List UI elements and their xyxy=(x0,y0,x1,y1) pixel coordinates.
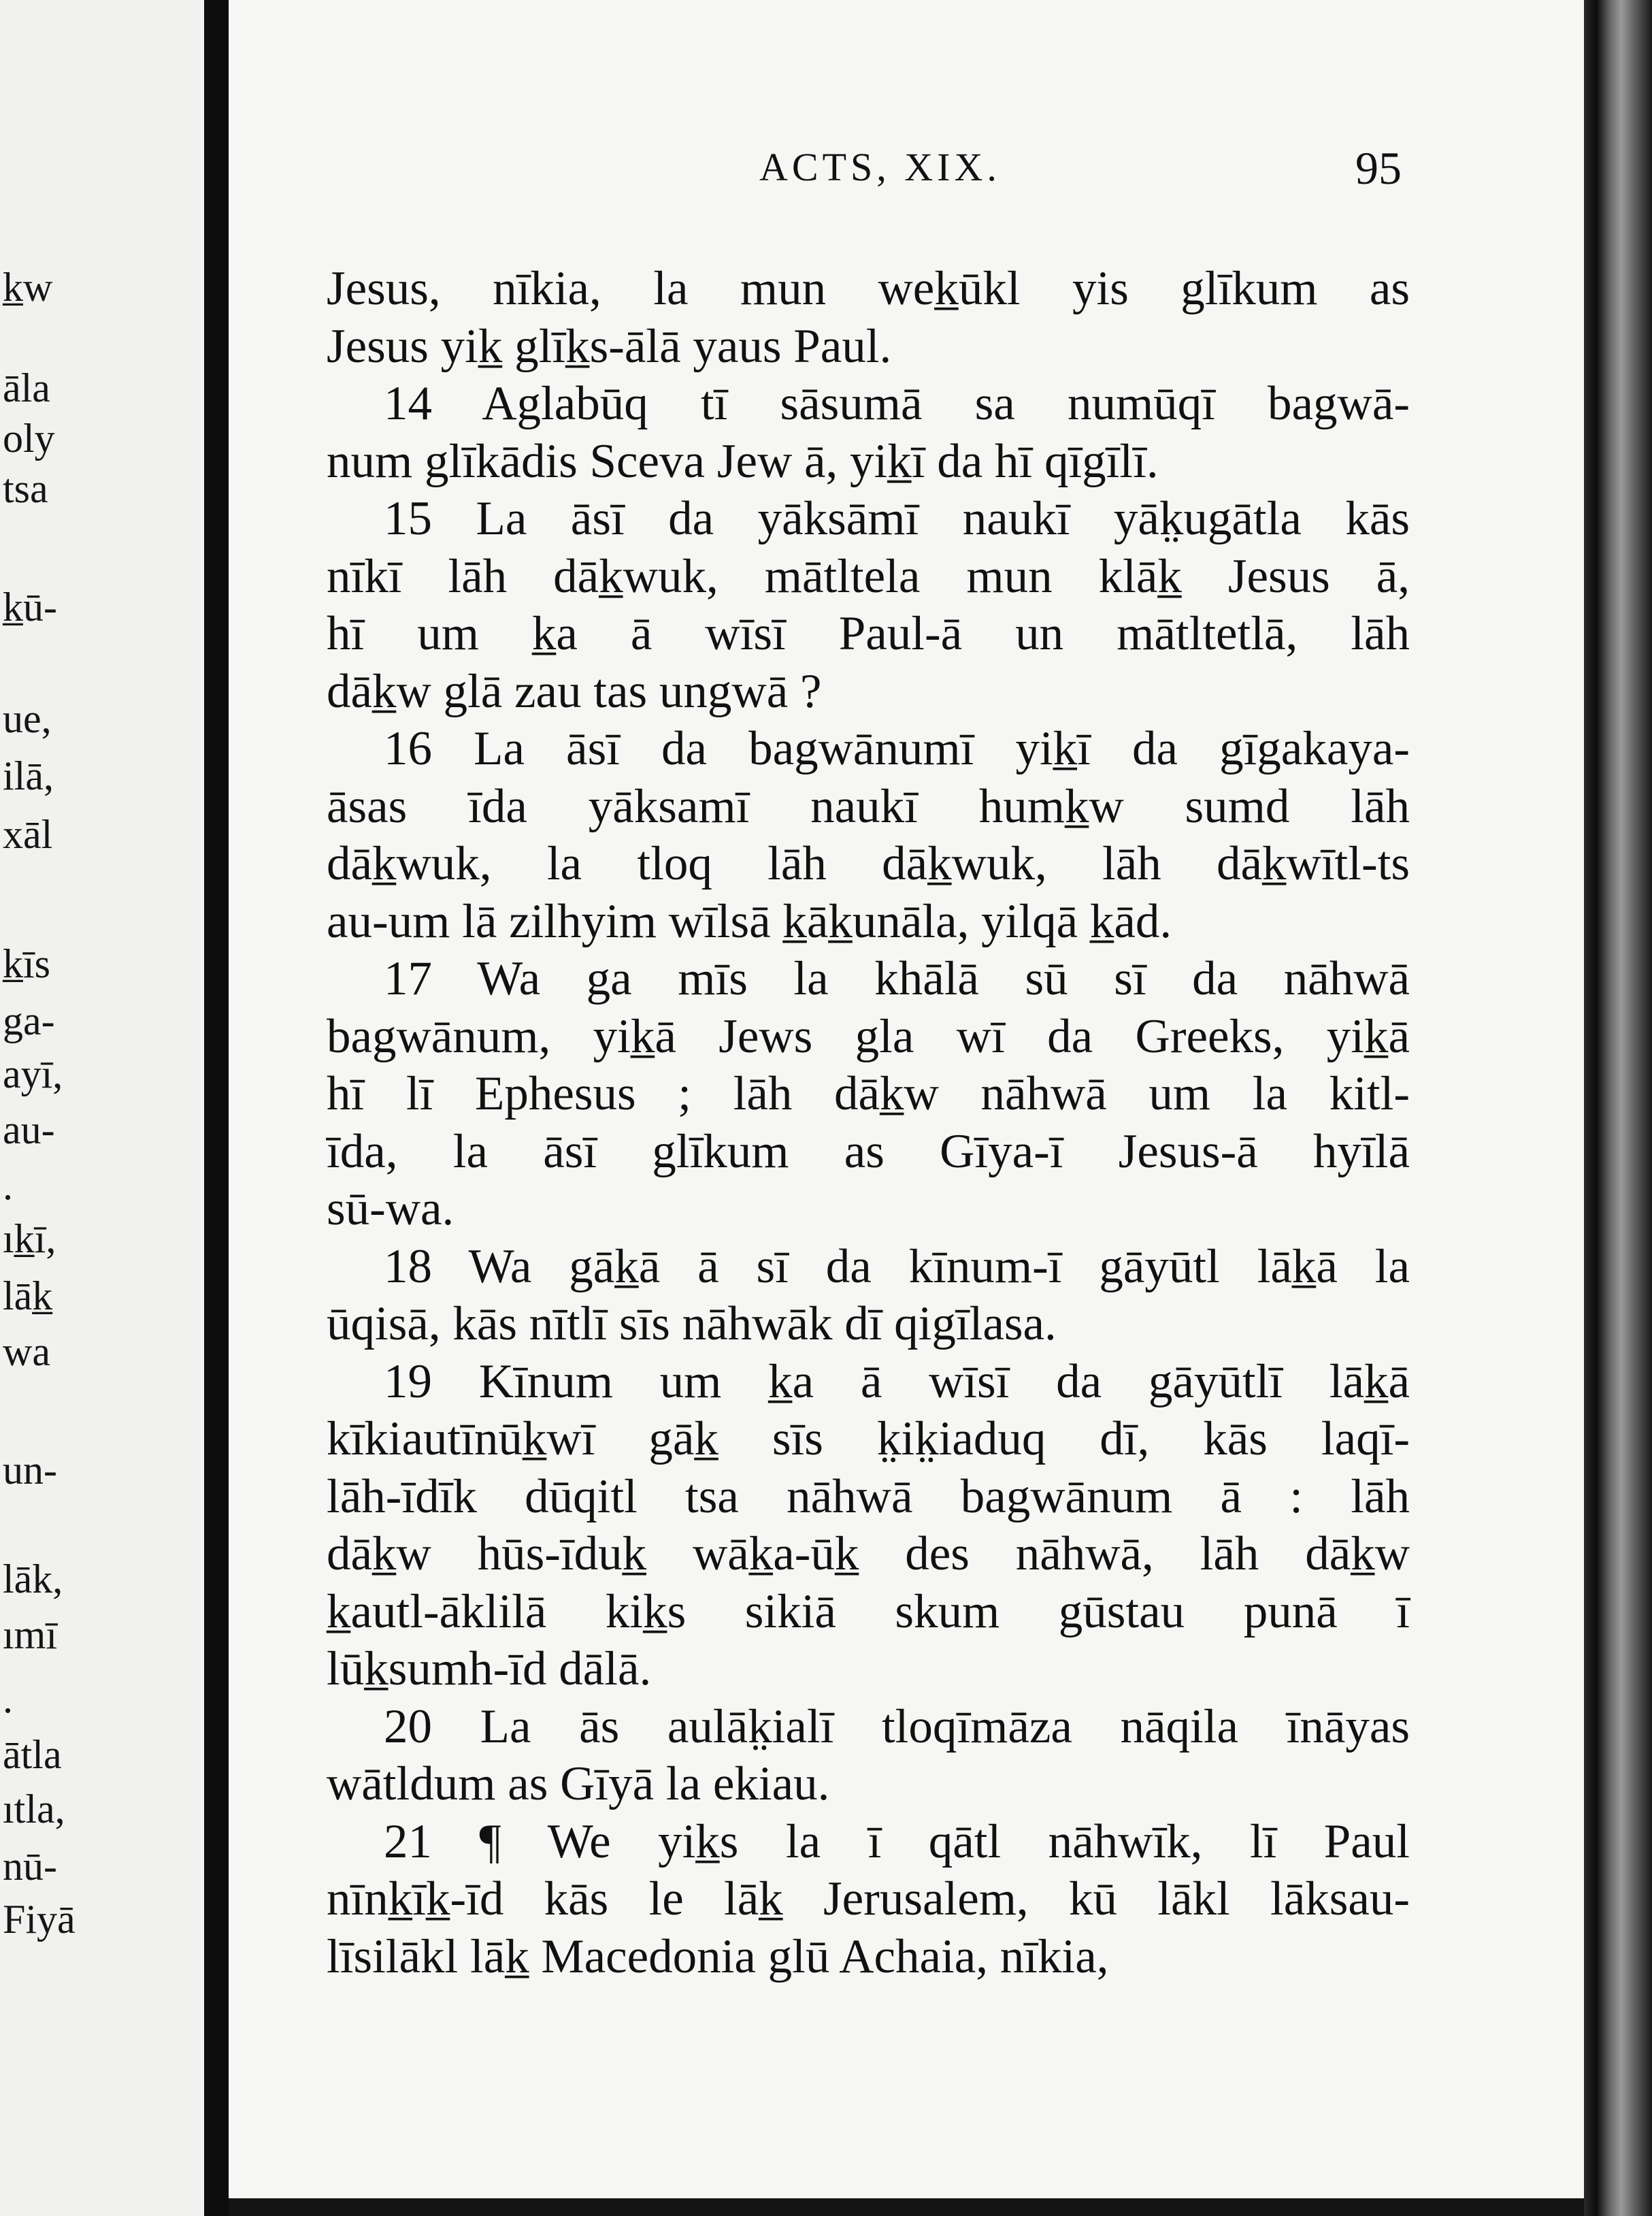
text-line: kīkiautīnūk̲wī gāk̲ sīs k̤ik̤iaduq dī, kās laqī- xyxy=(327,1412,1410,1465)
left-page-fragment: k̲ū- xyxy=(3,585,57,630)
text-line: dāk̲wuk, la tloq lāh dāk̲wuk, lāh dāk̲wītl-ts xyxy=(327,837,1410,890)
text-line: 21 ¶ We yik̲s la ī qātl nāhwīk, lī Paul xyxy=(384,1814,1410,1868)
left-page-fragment: k̲īs xyxy=(3,941,51,986)
text-line: nīnk̲īk̲-īd kās le lāk̲ Jerusalem, kū lākl lāksau- xyxy=(327,1872,1410,1925)
text-line: lāh-īdīk dūqitl tsa nāhwā bagwānum ā : lāh xyxy=(327,1469,1410,1523)
text-line: lūk̲sumh-īd dālā. xyxy=(327,1642,652,1695)
left-page-fragment: xāl xyxy=(3,812,53,857)
left-page-fragment: tsa xyxy=(3,466,48,511)
left-page-fragment: ık̲ī, xyxy=(3,1216,56,1261)
left-page-fragment: oly xyxy=(3,416,55,461)
text-line: 18 Wa gāk̲ā ā sī da kīnum-ī gāyūtl lāk̲ā la xyxy=(384,1239,1410,1293)
left-page-fragment: k̲w xyxy=(3,265,53,310)
left-page-fragment: . xyxy=(3,1676,13,1721)
text-line: sū-wa. xyxy=(327,1182,455,1235)
left-page-fragment: . xyxy=(3,1163,13,1208)
text-line: Jesus yik̲ glīk̲s-ālā yaus Paul. xyxy=(327,319,892,373)
text-line: līsilākl lāk̲ Macedonia glū Achaia, nīkia, xyxy=(327,1929,1109,1983)
verse-paragraph xyxy=(327,1238,1410,1353)
left-page-fragment: āla xyxy=(3,365,50,410)
left-page-fragment: Fiyā xyxy=(3,1897,76,1942)
left-page-fragment: wa xyxy=(3,1329,50,1374)
text-line: k̲autl-āklilā kik̲s sikiā skum gūstau punā ī xyxy=(327,1584,1410,1638)
left-page-fragment: ımī xyxy=(3,1612,58,1657)
text-line: 15 La āsī da yāksāmī naukī yāk̤ugātla kās xyxy=(384,492,1410,545)
text-line: 14 Aglabūq tī sāsumā sa numūqī bagwā- xyxy=(384,377,1410,430)
verse-paragraph xyxy=(327,1813,1410,1986)
text-line: dāk̲w glā zau tas ungwā ? xyxy=(327,664,822,718)
left-page-fragment: ıtla, xyxy=(3,1787,65,1831)
left-page-fragment: au- xyxy=(3,1107,55,1152)
text-line: 16 La āsī da bagwānumī yik̲ī da gīgakaya- xyxy=(384,722,1410,775)
verse-paragraph xyxy=(327,720,1410,950)
bottom-shadow xyxy=(229,2198,1584,2216)
text-line: Jesus, nīkia, la mun wek̲ūkl yis glīkum as xyxy=(327,262,1410,315)
running-head: ACTS, XIX. xyxy=(759,145,1001,189)
verse-paragraph xyxy=(327,1353,1410,1698)
text-line: īda, la āsī glīkum as Gīya-ī Jesus-ā hyīlā xyxy=(327,1124,1410,1178)
text-line: 19 Kīnum um k̲a ā wīsī da gāyūtlī lāk̲ā xyxy=(384,1354,1410,1408)
left-page-fragment: ue, xyxy=(3,696,52,741)
text-line: āsas īda yāksamī naukī humk̲w sumd lāh xyxy=(327,779,1410,833)
text-line: au-um lā zilhyim wīlsā k̲āk̲unāla, yilqā k̲ād. xyxy=(327,894,1172,948)
text-line: num glīkādis Sceva Jew ā, yik̲ī da hī qīgīlī. xyxy=(327,434,1159,488)
left-page-fragment: ga- xyxy=(3,998,55,1043)
left-page-fragment: ātla xyxy=(3,1732,62,1777)
facing-page-fragment xyxy=(0,0,204,2216)
left-page-fragment: ilā, xyxy=(3,753,54,798)
text-line: ūqisā, kās nītlī sīs nāhwāk dī qigīlasa. xyxy=(327,1297,1057,1350)
text-line: nīkī lāh dāk̲wuk, mātltela mun klāk̲ Jesus ā, xyxy=(327,549,1410,603)
body-text xyxy=(327,260,1410,1985)
text-line: hī lī Ephesus ; lāh dāk̲w nāhwā um la kitl- xyxy=(327,1067,1410,1120)
left-page-fragment: un- xyxy=(3,1448,57,1493)
verse-paragraph xyxy=(327,260,1410,375)
text-line: bagwānum, yik̲ā Jews gla wī da Greeks, yik̲ā xyxy=(327,1009,1410,1063)
verse-paragraph xyxy=(327,375,1410,490)
verse-paragraph xyxy=(327,490,1410,720)
text-line: dāk̲w hūs-īduk̲ wāk̲a-ūk̲ des nāhwā, lāh dāk̲w xyxy=(327,1527,1410,1580)
left-page-fragment: lāk, xyxy=(3,1557,63,1601)
left-page-fragment: ayī, xyxy=(3,1052,63,1096)
text-line: 17 Wa ga mīs la khālā sū sī da nāhwā xyxy=(384,952,1410,1005)
left-page-fragment: lāk̲ xyxy=(3,1273,53,1318)
text-line: 20 La ās aulāk̤ialī tloqīmāza nāqila īnāyas xyxy=(384,1699,1410,1753)
page-edge xyxy=(1584,0,1652,2216)
verse-paragraph xyxy=(327,1698,1410,1813)
left-page-fragment: nū- xyxy=(3,1844,57,1889)
page-number: 95 xyxy=(1355,142,1402,194)
text-line: hī um k̲a ā wīsī Paul-ā un mātltetlā, lāh xyxy=(327,607,1410,660)
text-line: wātldum as Gīyā la ekiau. xyxy=(327,1757,830,1810)
book-gutter xyxy=(204,0,229,2216)
verse-paragraph xyxy=(327,950,1410,1238)
